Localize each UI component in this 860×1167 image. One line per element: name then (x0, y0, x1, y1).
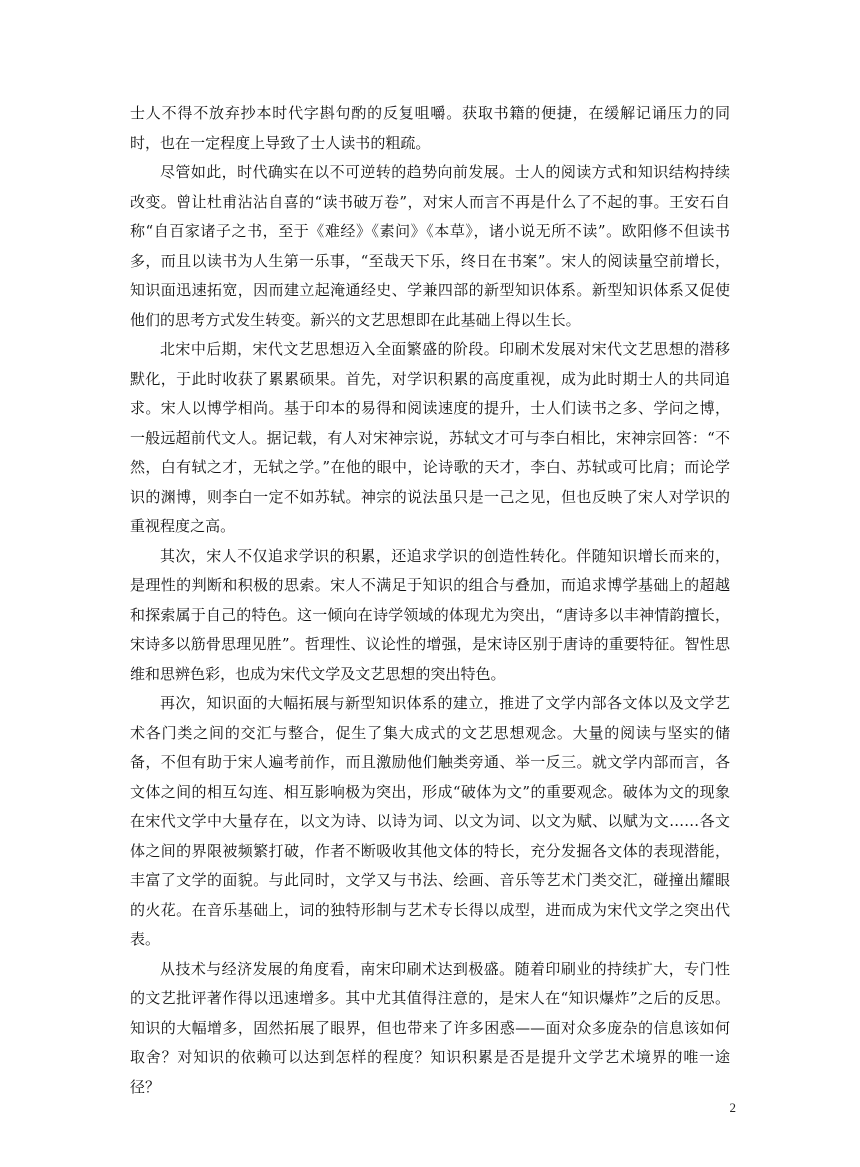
page-number: 2 (729, 1100, 736, 1115)
paragraph-1: 士人不得不放弃抄本时代字斟句酌的反复咀嚼。获取书籍的便捷，在缓解记诵压力的同时，也在一定程度上导致了士人读书的粗疏。 (130, 104, 730, 152)
article-body (130, 99, 730, 1102)
paragraph-2: 尽管如此，时代确实在以不可逆转的趋势向前发展。士人的阅读方式和知识结构持续改变。曾让杜甫沾沾自喜的“读书破万卷”，对宋人而言不再是什么了不起的事。王安石自称“自百家诸子之书，至于《难经》《素问》《本草》，诸小说无所不读”。欧阳修不但读书多，而且以读书为人生第一乐事，“至哉天下乐，终日在书案”。宋人的阅读量空前增长，知识面迅速拓宽，因而建立起淹通经史、学兼四部的新型知识体系。新型知识体系又促使他们的思考方式发生转变。新兴的文艺思想即在此基础上得以生长。 (130, 163, 730, 329)
paragraph-4: 其次，宋人不仅追求学识的积累，还追求学识的创造性转化。伴随知识增长而来的，是理性的判断和积极的思索。宋人不满足于知识的组合与叠加，而追求博学基础上的超越和探索属于自己的特色。这一倾向在诗学领域的体现尤为突出，“唐诗多以丰神情韵擅长，宋诗多以筋骨思理见胜”。哲理性、议论性的增强，是宋诗区别于唐诗的重要特征。智性思维和思辨色彩，也成为宋代文学及文艺思想的突出特色。 (130, 546, 730, 683)
paragraph-6: 从技术与经济发展的角度看，南宋印刷术达到极盛。随着印刷业的持续扩大，专门性的文艺批评著作得以迅速增多。其中尤其值得注意的，是宋人在“知识爆炸”之后的反思。知识的大幅增多，固然拓展了眼界，但也带来了许多困惑——面对众多庞杂的信息该如何取舍？对知识的依赖可以达到怎样的程度？知识积累是否是提升文学艺术境界的唯一途径？ (130, 959, 730, 1096)
paragraph-5: 再次，知识面的大幅拓展与新型知识体系的建立，推进了文学内部各文体以及文学艺术各门类之间的交汇与整合，促生了集大成式的文艺思想观念。大量的阅读与坚实的储备，不但有助于宋人遍考前作，而且激励他们触类旁通、举一反三。就文学内部而言，各文体之间的相互勾连、相互影响极为突出，形成“破体为文”的重要观念。破体为文的现象在宋代文学中大量存在，以文为诗、以诗为词、以文为词、以文为赋、以赋为文……各文体之间的界限被频繁打破，作者不断吸收其他文体的特长，充分发掘各文体的表现潜能，丰富了文学的面貌。与此同时，文学又与书法、绘画、音乐等艺术门类交汇，碰撞出耀眼的火花。在音乐基础上，词的独特形制与艺术专长得以成型，进而成为宋代文学之突出代表。 (130, 694, 730, 948)
paragraph-3: 北宋中后期，宋代文艺思想迈入全面繁盛的阶段。印刷术发展对宋代文艺思想的潜移默化，于此时收获了累累硕果。首先，对学识积累的高度重视，成为此时期士人的共同追求。宋人以博学相尚。基于印本的易得和阅读速度的提升，士人们读书之多、学问之博，一般远超前代文人。据记载，有人对宋神宗说，苏轼文才可与李白相比，宋神宗回答：“不然，白有轼之才，无轼之学。”在他的眼中，论诗歌的天才，李白、苏轼或可比肩；而论学识的渊博，则李白一定不如苏轼。神宗的说法虽只是一己之见，但也反映了宋人对学识的重视程度之高。 (130, 340, 730, 535)
